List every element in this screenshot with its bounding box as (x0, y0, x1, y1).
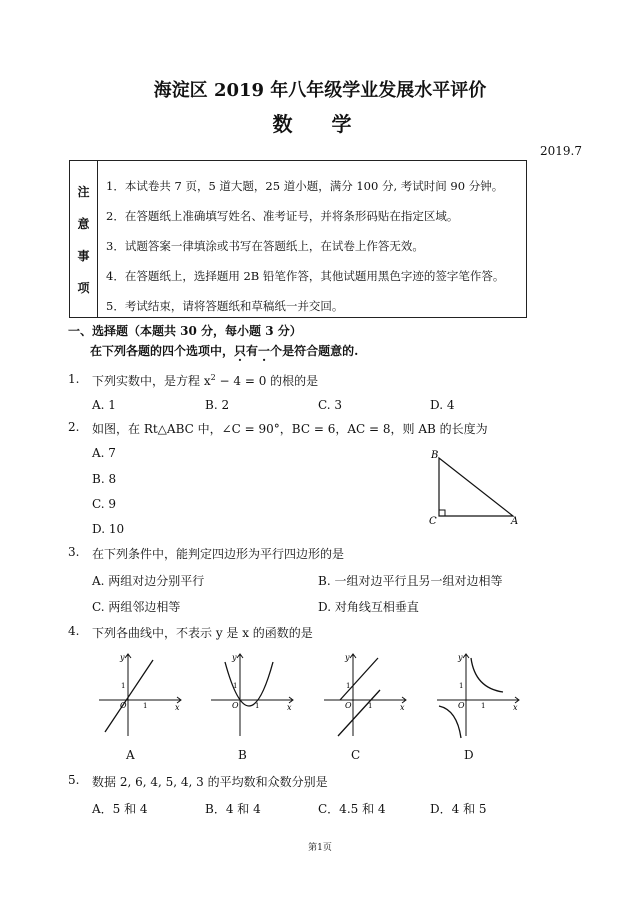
question-number: 2. (68, 420, 80, 434)
option-b: B．4 和 4 (205, 802, 261, 816)
question-stem: 如图，在 Rt△ABC 中，∠C = 90°，BC = 6，AC = 8，则 AB 的长度为 (92, 422, 488, 436)
option-c: C．4.5 和 4 (318, 802, 386, 816)
notice-label-char: 注 (77, 184, 90, 199)
section-instruction: 在下列各题的四个选项中，只有一个是符合题意的. (90, 344, 359, 358)
notice-item: 1．本试卷共 7 页，5 道大题，25 道小题，满分 100 分, 考试时间 90 分钟。 (106, 179, 504, 193)
question-stem: 下列各曲线中，不表示 y 是 x 的函数的是 (92, 626, 313, 640)
option-c: C. 9 (92, 497, 117, 511)
notice-item: 3．试题答案一律填涂或书写在答题纸上，在试卷上作答无效。 (106, 239, 424, 253)
svg-text:1: 1 (121, 682, 126, 690)
question-number: 4. (68, 624, 80, 638)
svg-text:y: y (232, 653, 237, 662)
option-b: B. 2 (205, 398, 230, 412)
vertex-b-label: B (431, 450, 439, 461)
svg-text:x: x (287, 703, 292, 712)
svg-text:x: x (400, 703, 405, 712)
svg-text:1: 1 (143, 702, 148, 710)
question-stem: 数据 2, 6, 4, 5, 4, 3 的平均数和众数分别是 (92, 775, 328, 789)
page-number: 第1页 (308, 843, 332, 853)
notice-item: 4．在答题纸上，选择题用 2B 铅笔作答，其他试题用黑色字迹的签字笔作答。 (106, 269, 505, 283)
notice-label-char: 事 (77, 248, 90, 263)
option-d: D．4 和 5 (430, 802, 487, 816)
svg-text:1: 1 (255, 702, 260, 710)
notice-list (106, 171, 522, 321)
graph-a-label: A (126, 748, 135, 762)
svg-text:1: 1 (481, 702, 486, 710)
triangle-figure (425, 448, 530, 528)
svg-text:y: y (458, 653, 463, 662)
question-number: 5. (68, 773, 80, 787)
question-number: 1. (68, 372, 80, 386)
exam-date: 2019.7 (540, 144, 582, 158)
section-heading: 一、选择题（本题共 30 分，每小题 3 分） (68, 324, 302, 338)
svg-text:O: O (232, 701, 239, 710)
option-b: B. 一组对边平行且另一组对边相等 (318, 574, 503, 588)
graph-b (207, 650, 297, 740)
option-d: D. 4 (430, 398, 455, 412)
option-d: D. 10 (92, 522, 125, 536)
vertex-a-label: A (511, 516, 519, 527)
question-number: 3. (68, 545, 80, 559)
svg-text:y: y (120, 653, 125, 662)
option-a: A．5 和 4 (92, 802, 148, 816)
option-a: A. 1 (92, 398, 116, 412)
svg-text:1: 1 (346, 682, 351, 690)
question-stem: 在下列条件中，能判定四边形为平行四边形的是 (92, 547, 345, 561)
option-d: D. 对角线互相垂直 (318, 600, 419, 614)
svg-text:1: 1 (368, 702, 373, 710)
notice-item: 2．在答题纸上准确填写姓名、准考证号，并将条形码贴在指定区域。 (106, 209, 459, 223)
subject-title: 数 学 (272, 112, 368, 136)
graph-d-label: D (464, 748, 474, 762)
svg-text:1: 1 (459, 682, 464, 690)
svg-text:O: O (120, 701, 127, 710)
notice-label-char: 意 (77, 216, 90, 231)
option-a: A. 7 (92, 446, 116, 460)
graph-c-label: C (351, 748, 361, 762)
svg-text:x: x (513, 703, 518, 712)
svg-text:y: y (345, 653, 350, 662)
option-a: A. 两组对边分别平行 (92, 574, 205, 588)
notice-label (70, 161, 98, 317)
option-c: C. 3 (318, 398, 343, 412)
option-c: C. 两组邻边相等 (92, 600, 181, 614)
svg-text:O: O (345, 701, 352, 710)
graph-a (95, 650, 185, 740)
vertex-c-label: C (429, 516, 437, 527)
notice-item: 5．考试结束，请将答题纸和草稿纸一并交回。 (106, 299, 344, 313)
graph-b-label: B (238, 748, 247, 762)
graph-d (433, 650, 523, 740)
option-b: B. 8 (92, 472, 117, 486)
question-stem: 下列实数中，是方程 $x^2 - 4 = 0$ 的根的是 (92, 373, 319, 388)
notice-label-char: 项 (77, 280, 90, 295)
page-title: 海淀区 2019 年八年级学业发展水平评价 (153, 80, 487, 101)
notice-box (69, 160, 527, 318)
svg-text:1: 1 (233, 682, 238, 690)
graph-c (320, 650, 410, 740)
svg-text:x: x (175, 703, 180, 712)
svg-text:O: O (458, 701, 465, 710)
